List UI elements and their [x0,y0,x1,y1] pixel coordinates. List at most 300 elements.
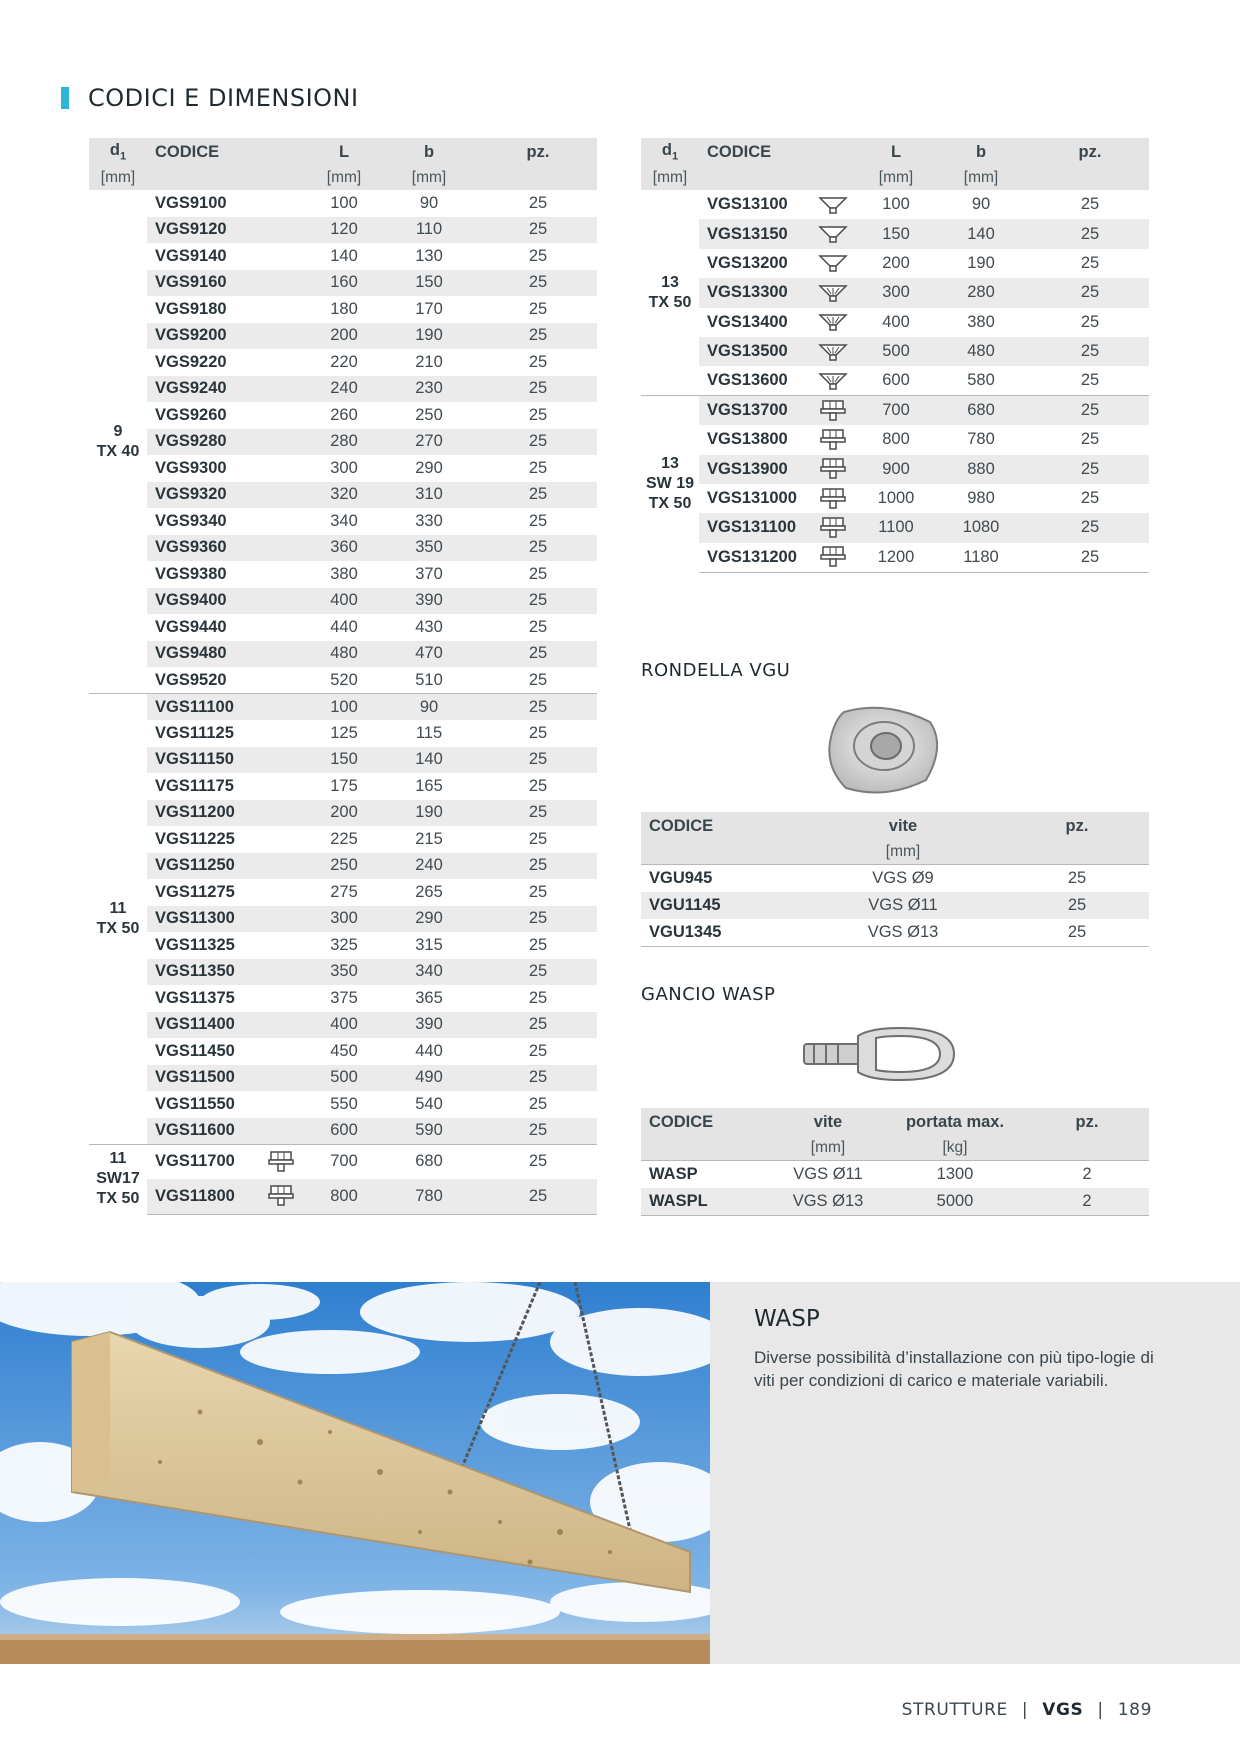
diameter-label-line: SW17 [96,1170,140,1188]
lifting-hook-icon [800,1024,960,1084]
icon-cell [253,270,309,297]
product-code: VGS11375 [147,985,253,1012]
table-row [641,219,1149,248]
washer-icon [826,702,946,798]
screw-value: VGS Ø13 [771,1188,885,1216]
length-value: 200 [309,800,379,827]
table-row [89,1038,597,1065]
table-row [89,1065,597,1092]
page-title: CODICI E DIMENSIONI [88,84,359,112]
thread-length-value: 270 [379,429,479,456]
thread-length-value: 265 [379,879,479,906]
icon-cell [253,1012,309,1039]
thread-length-value: 490 [379,1065,479,1092]
length-value: 340 [309,508,379,535]
thread-length-value: 370 [379,561,479,588]
table-row [89,588,597,615]
length-value: 120 [309,217,379,244]
table-row [89,826,597,853]
length-value: 480 [309,641,379,668]
thread-length-value: 290 [379,455,479,482]
table-row [89,296,597,323]
length-value: 300 [861,278,931,307]
screw-value: VGS Ø13 [801,919,1005,947]
product-code: VGS9100 [147,190,253,217]
product-code: VGS13500 [699,337,805,366]
table-row [89,1091,597,1118]
length-value: 275 [309,879,379,906]
icon-cell [253,932,309,959]
pieces-value: 25 [479,1144,597,1179]
pieces-value: 25 [1031,249,1149,278]
thread-length-value: 165 [379,773,479,800]
header-codice: CODICE [641,812,801,840]
product-code: VGS9520 [147,667,253,694]
pieces-value: 25 [1031,455,1149,484]
thread-length-value: 190 [931,249,1031,278]
length-value: 300 [309,906,379,933]
length-value: 600 [861,366,931,395]
table-row [89,694,597,721]
pieces-value: 25 [479,667,597,694]
length-value: 150 [309,747,379,774]
thread-length-value: 90 [379,694,479,721]
thread-length-value: 90 [931,190,1031,219]
pieces-value: 25 [1031,278,1149,307]
icon-cell [253,323,309,350]
pieces-value: 25 [479,879,597,906]
thread-length-value: 230 [379,376,479,403]
product-code: VGS9480 [147,641,253,668]
icon-cell [253,720,309,747]
header-vite: vite [801,812,1005,840]
thread-length-value: 150 [379,270,479,297]
thread-length-value: 590 [379,1118,479,1145]
table-row [641,396,1149,425]
length-value: 125 [309,720,379,747]
countersunk-head-icon [805,219,861,248]
table-row [641,337,1149,366]
table-row [641,919,1149,947]
thread-length-value: 190 [379,323,479,350]
product-code: VGS9440 [147,614,253,641]
pieces-value: 25 [479,429,597,456]
thread-length-value: 470 [379,641,479,668]
table-row [89,535,597,562]
product-code: VGS11600 [147,1118,253,1145]
length-value: 220 [309,349,379,376]
table-row [641,249,1149,278]
thread-length-value: 365 [379,985,479,1012]
length-value: 375 [309,985,379,1012]
product-code: VGS9240 [147,376,253,403]
pieces-value: 25 [479,641,597,668]
pieces-value: 25 [479,826,597,853]
table-row [89,773,597,800]
icon-cell [253,773,309,800]
length-value: 400 [309,1012,379,1039]
product-code: VGS9280 [147,429,253,456]
thread-length-value: 880 [931,455,1031,484]
length-value: 280 [309,429,379,456]
thread-length-value: 510 [379,667,479,694]
product-code: VGS13300 [699,278,805,307]
table-row [89,1144,597,1179]
countersunk-ribbed-head-icon [805,308,861,337]
pieces-value: 25 [479,455,597,482]
diameter-group-label [89,1144,147,1214]
table-row [641,1160,1149,1188]
icon-cell [253,455,309,482]
table-row [89,508,597,535]
length-value: 700 [309,1144,379,1179]
length-value: 350 [309,959,379,986]
product-code: VGS11250 [147,853,253,880]
product-code: VGS13700 [699,396,805,425]
header-L-unit: [mm] [309,166,379,190]
thread-length-value: 310 [379,482,479,509]
product-code: VGS11300 [147,906,253,933]
table-row [89,985,597,1012]
table-row [641,864,1149,892]
table-row [641,425,1149,454]
product-code: VGS11800 [147,1179,253,1214]
thread-length-value: 330 [379,508,479,535]
thread-length-value: 140 [379,747,479,774]
length-value: 380 [309,561,379,588]
gancio-table [641,1108,1149,1216]
icon-cell [253,402,309,429]
pieces-value: 25 [1031,513,1149,542]
diameter-label-line: 13 [661,455,679,473]
header-d1-unit: [mm] [641,166,699,190]
right-codes-table [641,138,1149,573]
product-code: VGS131000 [699,484,805,513]
icon-cell [253,190,309,217]
thread-length-value: 115 [379,720,479,747]
pieces-value: 25 [479,402,597,429]
product-code: VGS11225 [147,826,253,853]
countersunk-head-icon [805,249,861,278]
header-pz: pz. [1025,1108,1149,1136]
table-row [641,278,1149,307]
max-load-value: 1300 [885,1160,1025,1188]
thread-length-value: 580 [931,366,1031,395]
thread-length-value: 680 [379,1144,479,1179]
pieces-value: 25 [479,1012,597,1039]
product-code: VGS9160 [147,270,253,297]
thread-length-value: 980 [931,484,1031,513]
product-code: VGS9320 [147,482,253,509]
icon-cell [253,1065,309,1092]
countersunk-ribbed-head-icon [805,366,861,395]
length-value: 500 [861,337,931,366]
header-L: L [861,138,931,166]
length-value: 180 [309,296,379,323]
table-row [89,720,597,747]
pieces-value: 25 [1031,543,1149,572]
thread-length-value: 1180 [931,543,1031,572]
product-code: VGS13800 [699,425,805,454]
icon-cell [253,614,309,641]
product-code: VGS9300 [147,455,253,482]
thread-length-value: 350 [379,535,479,562]
pieces-value: 25 [479,1179,597,1214]
diameter-group-label [641,396,699,572]
product-code: VGU945 [641,864,801,892]
title-accent-bar [61,87,69,109]
pieces-value: 25 [479,1065,597,1092]
pieces-value: 25 [1031,396,1149,425]
table-row [89,853,597,880]
table-row [89,667,597,694]
diameter-label-line: 11 [109,1150,127,1168]
icon-cell [253,985,309,1012]
icon-cell [253,906,309,933]
hook-illustration [800,1024,960,1089]
pieces-value: 25 [479,747,597,774]
icon-cell [253,349,309,376]
pieces-value: 25 [479,694,597,721]
product-code: VGS13100 [699,190,805,219]
product-code: VGS9400 [147,588,253,615]
icon-cell [253,588,309,615]
thread-length-value: 430 [379,614,479,641]
thread-length-value: 210 [379,349,479,376]
product-code: VGS11700 [147,1144,253,1179]
length-value: 440 [309,614,379,641]
table-row [89,1012,597,1039]
diameter-group-label [89,694,147,1145]
pieces-value: 25 [479,800,597,827]
pieces-value: 25 [479,243,597,270]
footer-product: VGS [1042,1700,1084,1720]
product-code: VGS11350 [147,959,253,986]
page-footer [902,1700,1152,1720]
table-row [89,243,597,270]
table-row [89,906,597,933]
pieces-value: 25 [479,932,597,959]
thread-length-value: 240 [379,853,479,880]
table-row [89,932,597,959]
icon-cell [253,800,309,827]
length-value: 320 [309,482,379,509]
length-value: 500 [309,1065,379,1092]
pieces-value: 25 [479,959,597,986]
left-codes-table [89,138,597,1215]
thread-length-value: 130 [379,243,479,270]
table-row [641,892,1149,920]
length-value: 450 [309,1038,379,1065]
rondella-title: RONDELLA VGU [641,660,791,681]
product-code: VGU1345 [641,919,801,947]
icon-cell [253,694,309,721]
pieces-value: 25 [479,217,597,244]
hex-head-screw-icon [805,396,861,425]
table-row [89,190,597,217]
header-d1: $d_1$ [641,138,699,166]
icon-cell [253,826,309,853]
wasp-info-title: WASP [754,1306,820,1332]
product-code: VGS11450 [147,1038,253,1065]
product-code: VGS11125 [147,720,253,747]
pieces-value: 25 [479,853,597,880]
icon-cell [253,243,309,270]
thread-length-value: 190 [379,800,479,827]
thread-length-value: 110 [379,217,479,244]
length-value: 600 [309,1118,379,1145]
length-value: 520 [309,667,379,694]
diameter-label-line: TX 50 [648,293,692,311]
product-code: VGS13900 [699,455,805,484]
pieces-value: 25 [479,1118,597,1145]
table-row [641,308,1149,337]
pieces-value: 25 [1031,484,1149,513]
length-value: 400 [309,588,379,615]
table-row [89,482,597,509]
table-row [89,800,597,827]
length-value: 900 [861,455,931,484]
length-value: 360 [309,535,379,562]
product-code: VGS9180 [147,296,253,323]
length-value: 160 [309,270,379,297]
length-value: 550 [309,1091,379,1118]
length-value: 175 [309,773,379,800]
pieces-value: 2 [1025,1160,1149,1188]
pieces-value: 25 [1031,337,1149,366]
screw-value: VGS Ø11 [801,892,1005,920]
table-row [641,484,1149,513]
length-value: 250 [309,853,379,880]
product-code: VGS11325 [147,932,253,959]
footer-separator: | [1097,1700,1104,1720]
max-load-value: 5000 [885,1188,1025,1216]
table-row [89,641,597,668]
product-code: VGS13600 [699,366,805,395]
icon-cell [253,1091,309,1118]
header-vite-unit: [mm] [801,840,1005,864]
header-vite-unit: [mm] [771,1136,885,1160]
table-row [89,376,597,403]
length-value: 140 [309,243,379,270]
hex-head-screw-icon [805,513,861,542]
table-row [89,455,597,482]
length-value: 325 [309,932,379,959]
diameter-label-line: SW 19 [645,475,694,493]
icon-cell [253,217,309,244]
header-portata-unit: [kg] [885,1136,1025,1160]
icon-cell [253,1118,309,1145]
pieces-value: 25 [479,614,597,641]
countersunk-head-icon [805,190,861,219]
length-value: 200 [861,249,931,278]
table-row [89,349,597,376]
icon-cell [253,376,309,403]
icon-cell [253,641,309,668]
length-value: 200 [309,323,379,350]
pieces-value: 25 [479,1038,597,1065]
screw-value: VGS Ø9 [801,864,1005,892]
table-row [89,747,597,774]
product-code: VGS131200 [699,543,805,572]
product-code: VGS11200 [147,800,253,827]
thread-length-value: 780 [931,425,1031,454]
pieces-value: 25 [479,349,597,376]
product-code: VGS13150 [699,219,805,248]
table-row [641,190,1149,219]
table-row [89,959,597,986]
hex-head-screw-icon [805,455,861,484]
thread-length-value: 140 [931,219,1031,248]
header-L-unit: [mm] [861,166,931,190]
countersunk-ribbed-head-icon [805,278,861,307]
length-value: 225 [309,826,379,853]
thread-length-value: 440 [379,1038,479,1065]
length-value: 800 [309,1179,379,1214]
footer-section: STRUTTURE [901,1700,1008,1720]
pieces-value: 25 [479,535,597,562]
thread-length-value: 380 [931,308,1031,337]
length-value: 800 [861,425,931,454]
table-row [641,1188,1149,1216]
footer-separator: | [1021,1700,1029,1720]
icon-cell [253,296,309,323]
table-row [89,614,597,641]
pieces-value: 25 [479,561,597,588]
pieces-value: 25 [1005,892,1149,920]
screw-value: VGS Ø11 [771,1160,885,1188]
header-d1-unit: [mm] [89,166,147,190]
length-value: 700 [861,396,931,425]
rondella-table [641,812,1149,947]
thread-length-value: 290 [379,906,479,933]
header-pz: pz. [1005,812,1149,840]
pieces-value: 25 [1031,308,1149,337]
product-code: VGS9120 [147,217,253,244]
product-code: VGS9140 [147,243,253,270]
header-b: b [379,138,479,166]
hex-head-screw-icon [253,1144,309,1179]
thread-length-value: 540 [379,1091,479,1118]
length-value: 1000 [861,484,931,513]
icon-cell [253,508,309,535]
lifting-beam-photo [0,1282,710,1664]
table-row [89,429,597,456]
diameter-label-line: TX 50 [96,1190,140,1208]
product-code: VGS9360 [147,535,253,562]
thread-length-value: 1080 [931,513,1031,542]
pieces-value: 25 [479,270,597,297]
washer-illustration [826,702,946,803]
length-value: 1200 [861,543,931,572]
length-value: 100 [309,694,379,721]
header-codice: CODICE [699,138,805,166]
icon-cell [253,535,309,562]
icon-cell [253,429,309,456]
table-row [89,561,597,588]
pieces-value: 25 [479,190,597,217]
thread-length-value: 315 [379,932,479,959]
header-b-unit: [mm] [931,166,1031,190]
header-b: b [931,138,1031,166]
pieces-value: 25 [479,720,597,747]
product-code: VGS9260 [147,402,253,429]
table-row [89,1179,597,1214]
icon-cell [253,482,309,509]
product-code: VGS11400 [147,1012,253,1039]
hex-head-screw-icon [805,484,861,513]
table-row [89,402,597,429]
